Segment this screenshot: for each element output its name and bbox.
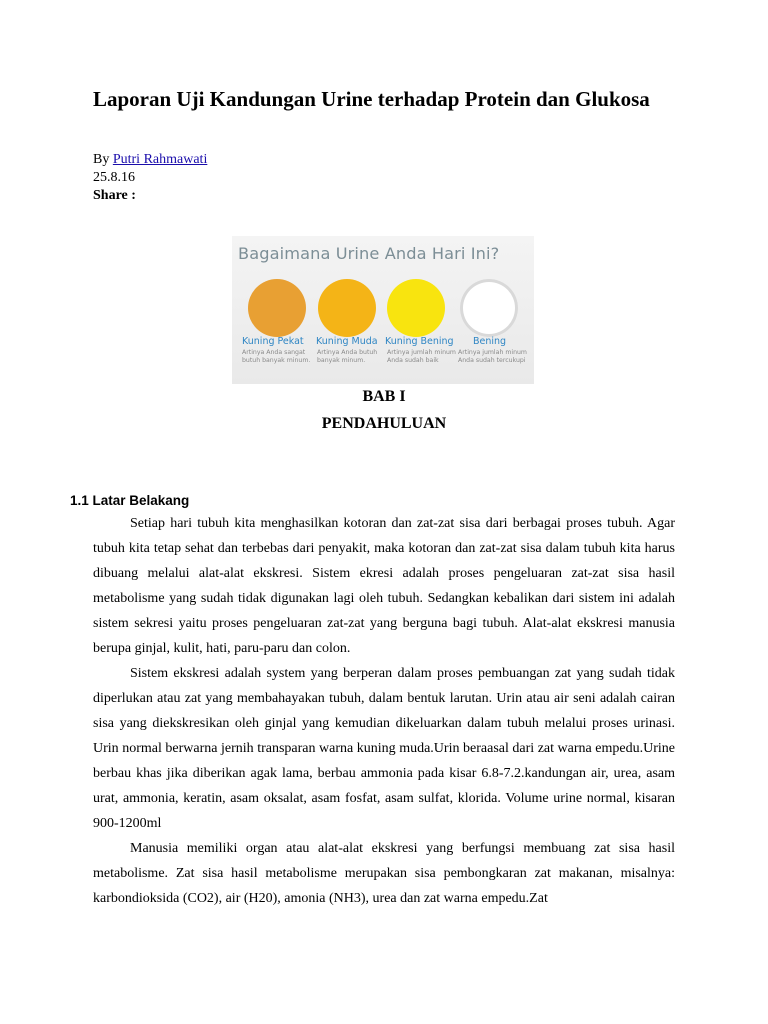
post-meta — [93, 151, 207, 205]
urine-color-banner — [232, 236, 534, 384]
section-heading: 1.1 Latar Belakang — [70, 493, 190, 508]
swatch-description: Artinya jumlah minum Anda sudah tercukupi — [458, 349, 527, 364]
swatch-description: Artinya Anda butuh banyak minum. — [317, 349, 378, 364]
swatch-label: Kuning Bening — [385, 336, 454, 347]
post-date: 25.8.16 — [93, 170, 135, 185]
swatch-label: Kuning Pekat — [242, 336, 304, 347]
chapter-title: PENDAHULUAN — [321, 415, 447, 432]
body-text — [93, 511, 675, 911]
paragraph: Manusia memiliki organ atau alat-alat ekskresi yang berfungsi membuang zat sisa hasil metabolisme. Zat sisa hasil metabolisme merupakan sisa pembongkaran zat makanan, misalnya: karbondioksida (CO2), air (H20), amonia (NH3), urea dan zat warna empedu.Zat — [93, 841, 675, 906]
swatch-label: Kuning Muda — [316, 336, 378, 347]
chapter-number: BAB I — [362, 388, 406, 405]
paragraph: Setiap hari tubuh kita menghasilkan kotoran dan zat-zat sisa dari berbagai proses tubuh. Agar tubuh kita tetap sehat dan terbebas dari penyakit, maka kotoran dan zat-zat sisa dalam tubuh kita harus dibuang melalui alat-alat ekskresi. Sistem ekresi adalah proses pengeluaran zat-zat sisa hasil metabolisme yang sudah tidak digunakan lagi oleh tubuh. Sedangkan kebalikan dari sistem ini adalah sistem sekresi yaitu proses pengeluaran zat-zat yang berguna bagi tubuh. Alat-alat ekskresi manusia berupa ginjal, kulit, hati, paru-paru dan colon. — [93, 516, 675, 656]
byline-prefix: By — [93, 152, 110, 167]
color-swatch-kuning-muda — [318, 279, 376, 337]
color-swatch-bening — [460, 279, 518, 337]
paragraph: Sistem ekskresi adalah system yang berperan dalam proses pembuangan zat yang sudah tidak diperlukan atau zat yang membahayakan tubuh, dalam bentuk larutan. Urin atau air seni adalah cairan sisa yang diekskresikan oleh ginjal yang kemudian dikeluarkan dalam tubuh melalui proses urinasi. Urin normal berwarna jernih transparan warna kuning muda.Urin beraasal dari zat warna empedu.Urine berbau khas jika diberikan agak lama, berbau ammonia pada kisar 6.8-7.2.kandungan air, urea, asam urat, ammonia, keratin, asam oksalat, asam fosfat, asam sulfat, klorida. Volume urine normal, kisaran 900-1200ml — [93, 666, 675, 831]
swatch-label: Bening — [473, 336, 507, 347]
banner-title: Bagaimana Urine Anda Hari Ini? — [238, 244, 500, 263]
swatch-description: Artinya jumlah minum Anda sudah baik — [387, 349, 456, 364]
page-title: Laporan Uji Kandungan Urine terhadap Protein dan Glukosa — [93, 87, 650, 111]
share-label[interactable]: Share : — [93, 188, 136, 203]
color-swatch-kuning-bening — [387, 279, 445, 337]
byline — [93, 151, 207, 169]
color-swatch-kuning-pekat — [248, 279, 306, 337]
swatch-description: Artinya Anda sangat butuh banyak minum. — [242, 349, 311, 364]
author-link[interactable]: Putri Rahmawati — [112, 152, 208, 167]
